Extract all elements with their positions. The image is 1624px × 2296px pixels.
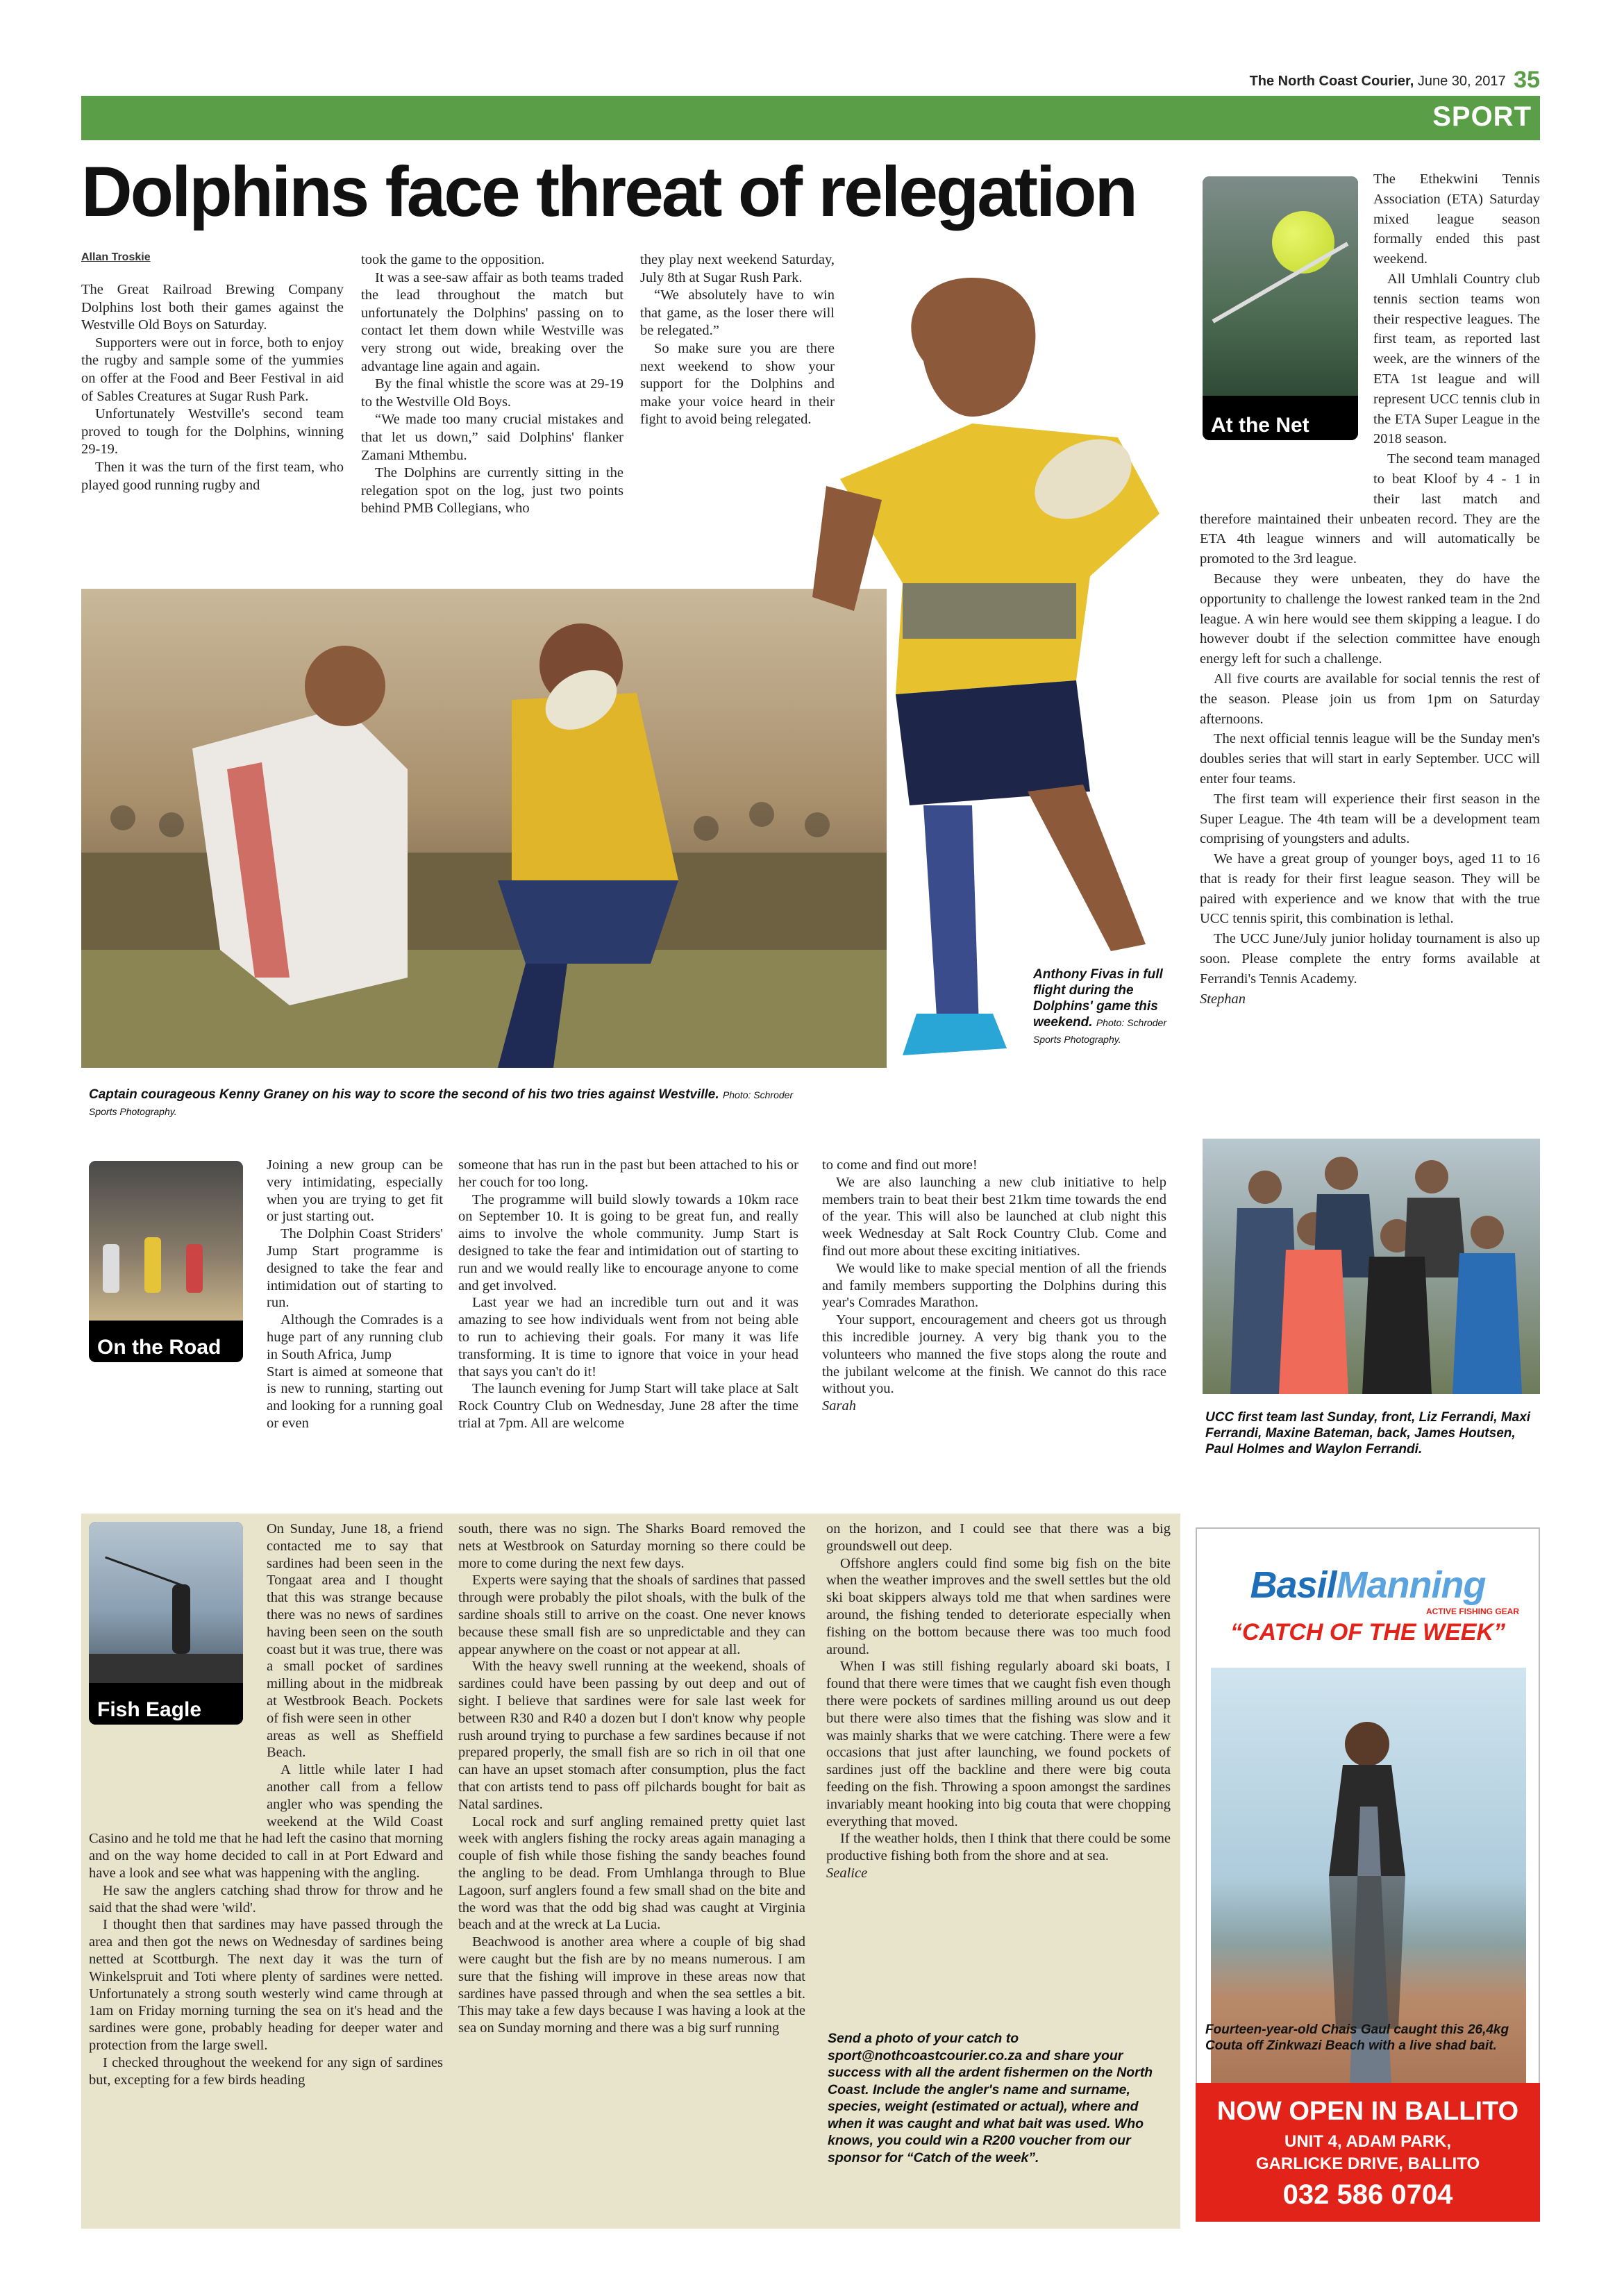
paragraph: Your support, encouragement and cheers got us through this incredible journey. A very big thank you to the volunteers who manned the five stops along the route and the jubilant welcome at the finish. We cannot do this race without you.: [822, 1312, 1166, 1397]
paragraph: Because they were unbeaten, they do have the opportunity to challenge the lowest ranked team in the 2nd league. A win here would see them skipping a league. I do however doubt if the selection committee have enough energy left for such a challenge.: [1200, 571, 1540, 667]
paragraph: By the final whistle the score was at 29-19 to the Westville Old Boys.: [361, 376, 623, 410]
store-address-line-2: GARLICKE DRIVE, BALLITO: [1255, 2154, 1480, 2173]
paragraph: I checked throughout the weekend for any sign of sardines but, excepting for a few birds heading: [89, 2054, 443, 2088]
rugby-col-2: [361, 251, 623, 518]
store-phone: 032 586 0704: [1282, 2179, 1453, 2210]
paragraph: We would like to make special mention of all the friends and family members supporting the Dolphins during this year's Comrades Marathon.: [822, 1260, 1166, 1311]
paragraph: The Great Railroad Brewing Company Dolphins lost both their games against the Westville Old Boys on Saturday.: [81, 282, 344, 333]
paragraph: “We absolutely have to win that game, as the loser there will be relegated.”: [640, 287, 835, 339]
paragraph: When I was still fishing regularly aboard ski boats, I found that there were times that we caught fish even though there were pockets of sardines milling around us out deep but there were also times that the fishing was slow and it was mainly sharks that we were catching. There were a few occasions that just after launching, we found pockets of sardines just off the backline and there were big couta feeding on the fish. Throwing a spoon amongst the sardines invariably meant hooking into big couta that were chopping everything that moved.: [826, 1659, 1171, 1829]
paragraph: The launch evening for Jump Start will take place at Salt Rock Country Club on Wednesday, June 28 after the time trial at 7pm. All are welcome: [458, 1381, 798, 1431]
paragraph: Beachwood is another area where a couple of big shad were caught but the fish are by no means numerous. I am sure that the fishing will improve in these areas now that sardines have passed through and when the sea settles a bit. This may take a few days because I was having a look at the sea on Sunday morning and there was a big surf running: [458, 1934, 805, 2036]
paragraph: I thought then that sardines may have passed through the area and then got the news on Wednesday of sardines being netted at Scottburgh. The next day it was the turn of Winkelspruit and Toti where plenty of sardines were netted. Unfortunately a strong south westerly wind came through at 1am on Friday morning turning the sea on it's head and the sardines were gone, probably heading for deeper water and protection from the large swell.: [89, 1917, 443, 2053]
road-col-2: [458, 1157, 798, 1432]
paragraph: “We made too many crucial mistakes and that let us down,” said Dolphins' flanker Zamani Mthembu.: [361, 412, 623, 463]
store-heading: NOW OPEN IN BALLITO: [1216, 2097, 1519, 2126]
issue-date: June 30, 2017: [1417, 74, 1506, 89]
paragraph: The UCC June/July junior holiday tournament is also up soon. Please complete the entry forms available at Ferrandi's Tennis Academy.: [1200, 931, 1540, 987]
runner-caption: Anthony Fivas in full flight during the Dolphins' game this weekend. Photo: Schroder Sports Photography.: [1033, 967, 1166, 1045]
paragraph: The second team managed to beat Kloof by 4 - 1 in their last match and therefore maintained their unbeaten record. They are the ETA 4th league winners and will automatically be promoted to the 3rd league.: [1200, 451, 1540, 567]
paragraph: All Umhlali Country club tennis section teams won their respective leagues. The first team, as reported last week, are the winners of the ETA 1st league and will represent UCC tennis club in the ETA Super League in the 2018 season.: [1373, 271, 1540, 447]
paragraph: We are also launching a new club initiative to help members train to beat their best 21km time towards the end of the year. This will also be launched at club night this week Wednesday at Salt Rock Country Club. Come and find out more about these exciting initiatives.: [822, 1174, 1166, 1259]
at-the-net-label: At the Net: [1203, 411, 1358, 440]
main-photo-caption: Captain courageous Kenny Graney on his way to score the second of his two tries against Westville. Photo: Schroder Sports Photography.: [89, 1087, 794, 1117]
paragraph: Local rock and surf angling remained pretty quiet last week with anglers fishing the rocky areas again managing a couple of fish while those fishing the sandy beaches found the angling to be dead. From Umhlanga through to Blue Lagoon, surf anglers found a few small shad on the bite and the word was that the odd big shad was caught at Virginia beach and at the wreck at La Lucia.: [458, 1813, 805, 1933]
paragraph: The Ethekwini Tennis Association (ETA) Saturday mixed league season formally ended this past weekend.: [1373, 171, 1540, 267]
ballito-store-panel: [1196, 2083, 1540, 2222]
signature: Sealice: [826, 1865, 868, 1881]
paragraph: Experts were saying that the shoals of sardines that passed through were probably the pilot shoals, with the bulk of the sardine shoals still to arrive on the coast. One never knows because these small fish are so unpredictable and they can appear anywhere on the coast or not appear at all.: [458, 1573, 805, 1657]
tennis-photo-caption: UCC first team last Sunday, front, Liz Ferrandi, Maxi Ferrandi, Maxine Bateman, back, James Houtsen, Paul Holmes and Waylon Ferrandi.: [1205, 1410, 1531, 1457]
paragraph: On Sunday, June 18, a friend contacted me to say that sardines had been seen in the Tongaat area and I thought that this was strange because there was no news of sardines having been seen on the south coast but it was true, there was a small pocket of sardines milling about in the midbreak at Westbrook Beach. Pockets of fish were seen in other: [267, 1521, 443, 1726]
tennis-team-photo: [1203, 1139, 1540, 1394]
paragraph: The first team will experience their first season in the Super League. The 4th team will be a development team comprising of youngsters and adults.: [1200, 791, 1540, 847]
catch-photo: [1211, 1668, 1526, 2140]
catch-caption: Fourteen-year-old Chais Gaul caught this 26,4kg Couta off Zinkwazi Beach with a live shad bait.: [1205, 2022, 1509, 2053]
rugby-tackle-photo: [81, 589, 887, 1068]
road-float-spacer: [89, 1157, 267, 1450]
paragraph: took the game to the opposition.: [361, 252, 545, 267]
paragraph: Joining a new group can be very intimidating, especially when you are trying to get fit or just starting out.: [267, 1157, 443, 1225]
paragraph: With the heavy swell running at the weekend, shoals of sardines could have been passing by out deep and out of sight. I believe that sardines were for sale last week for between R30 and R40 a dozen but I don't know why people rush around trying to purchase a few sardines because if not prepared properly, the small fish are so rich in oil that one can have an upset stomach after consumption, plus the fact that con artists tend to pass off pilchards bought for bait as Natal sardines.: [458, 1659, 805, 1812]
byline: Allan Troskie: [81, 251, 151, 263]
catch-callout: Send a photo of your catch to sport@nothcoastcourier.co.za and share your success with all the ardent fishermen on the North Coast. Include the angler's name and surname, species, weight (estimated or actual), where and when it was caught and what bait was used. Who knows, you could win a R200 voucher from our sponsor for “Catch of the week”.: [828, 2031, 1153, 2165]
paragraph: Last year we had an incredible turn out and it was amazing to see how individuals went from not being able to run to achieving their goals. For many it was life transforming. It is time to ignore that voice in your head that says you can't do it!: [458, 1295, 798, 1380]
catch-of-the-week-title: “CATCH OF THE WEEK”: [1230, 1619, 1505, 1645]
paragraph: areas as well as Sheffield Beach.: [267, 1727, 443, 1761]
ad-logo: [1197, 1564, 1539, 1607]
ad-tagline: ACTIVE FISHING GEAR: [1425, 1607, 1519, 1616]
tackle-illustration: [81, 589, 887, 1068]
paragraph: south, there was no sign. The Sharks Board removed the nets at Westbrook on Saturday morning so there could be more to come during the next few days.: [458, 1521, 805, 1571]
angler-with-fish-illustration: [1211, 1668, 1526, 2140]
paragraph: to come and find out more!: [822, 1157, 978, 1173]
section-title: SPORT: [1432, 101, 1532, 132]
paragraph: A little while later I had another call from a fellow angler who was spending the weekend at the Wild Coast Casino and he told me that he had left the casino that morning and on the way home decided to call in at Port Edward and have a look and see what was happening with the angling.: [89, 1762, 443, 1881]
rugby-col-1: [81, 281, 344, 494]
paragraph: The programme will build slowly towards a 10km race on September 10. It is going to be great fun, and really aims to involve the whole community. Jump Start is designed to take the fear and intimidation out of starting to run and we would really like to encourage anyone to come and get involved.: [458, 1191, 798, 1293]
paragraph: We have a great group of younger boys, aged 11 to 16 that is ready for their first league season. They will be paired with experience and we know that with the true UCC tennis spirit, this combination is lethal.: [1200, 851, 1540, 927]
paragraph: Although the Comrades is a huge part of any running club in South Africa, Jump: [267, 1312, 443, 1362]
fishing-float-spacer: [89, 1520, 267, 1830]
on-the-road-label: On the Road: [89, 1333, 243, 1362]
paragraph: Supporters were out in force, both to enjoy the rugby and sample some of the yummies on offer at the Food and Beer Festival in aid of Sables Creatures at Sugar Rush Park.: [81, 335, 344, 404]
paragraph: It was a see-saw affair as both teams traded the lead throughout the match but unfortunately the Dolphins' passing on to contact let them down while Westville was very strong out wide, breaking over the advantage line again and again.: [361, 269, 623, 374]
road-col-3: [822, 1157, 1166, 1415]
basil-manning-ad: [1196, 1527, 1540, 2152]
paragraph: they play next weekend Saturday, July 8th at Sugar Rush Park.: [640, 252, 835, 285]
paragraph: Offshore anglers could find some big fish on the bite when the weather improves and the swell settles but the old ski boat skippers always told me that when sardines were around, the fishing tended to deteriorate especially when fishing on the bottom because there was too much food around.: [826, 1555, 1171, 1657]
store-address-line-1: UNIT 4, ADAM PARK,: [1284, 2132, 1451, 2151]
section-bar: [81, 96, 1540, 140]
fishing-col-3: [826, 1520, 1171, 1882]
tennis-float-spacer: [1200, 169, 1373, 494]
paragraph: If the weather holds, then I think that there could be some productive fishing both from the shore and at sea.: [826, 1831, 1171, 1864]
team-illustration: [1203, 1139, 1540, 1394]
paragraph: on the horizon, and I could see that there was a big groundswell out deep.: [826, 1521, 1171, 1554]
publication-name: The North Coast Courier,: [1249, 74, 1414, 89]
paragraph: The next official tennis league will be the Sunday men's doubles series that will start in early September. UCC will enter four teams.: [1200, 731, 1540, 787]
paragraph: The Dolphin Coast Striders' Jump Start programme is designed to take the fear and intimidation out of starting to run.: [267, 1226, 443, 1311]
paragraph: The Dolphins are currently sitting in the relegation spot on the log, just two points behind PMB Collegians, who: [361, 465, 623, 517]
fishing-col-2: [458, 1520, 805, 2037]
signature: Sarah: [822, 1398, 856, 1414]
signature: Stephan: [1200, 991, 1246, 1007]
tennis-column: [1200, 169, 1540, 1009]
road-col-1: [89, 1157, 443, 1450]
page-header: [1180, 67, 1540, 94]
brand-basil: Basil: [1250, 1564, 1337, 1606]
headline: Dolphins face threat of relegation: [81, 152, 1136, 231]
page-number: 35: [1514, 67, 1540, 93]
fish-eagle-label: Fish Eagle: [89, 1695, 243, 1725]
paragraph: He saw the anglers catching shad throw for throw and he said that the shad were 'wild'.: [89, 1882, 443, 1916]
paragraph: Start is aimed at someone that is new to running, starting out and looking for a running goal or even: [267, 1364, 443, 1431]
paragraph: All five courts are available for social tennis the rest of the season. Please join us from 1pm on Saturday afternoons.: [1200, 671, 1540, 727]
paragraph: So make sure you are there next weekend to show your support for the Dolphins and make your voice heard in their fight to avoid being relegated.: [640, 340, 835, 428]
paragraph: Then it was the turn of the first team, who played good running rugby and: [81, 459, 344, 493]
paragraph: someone that has run in the past but been attached to his or her couch for too long.: [458, 1157, 798, 1190]
fishing-col-1: [89, 1520, 443, 2088]
paragraph: Unfortunately Westville's second team proved to tough for the Dolphins, winning 29-19.: [81, 406, 344, 458]
brand-manning: Manning: [1336, 1564, 1486, 1606]
